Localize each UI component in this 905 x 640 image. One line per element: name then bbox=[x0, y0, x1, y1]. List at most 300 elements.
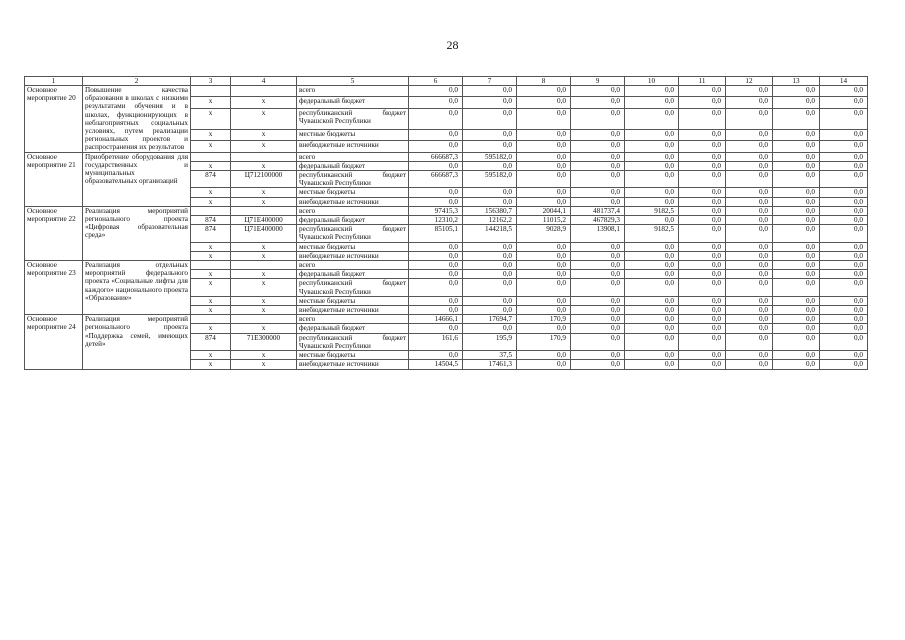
amount-cell: 0,0 bbox=[726, 251, 773, 260]
amount-cell: 0,0 bbox=[625, 97, 679, 108]
amount-cell: 0,0 bbox=[517, 86, 571, 97]
column-number-11: 11 bbox=[679, 77, 726, 86]
amount-cell: 0,0 bbox=[726, 197, 773, 206]
amount-cell: 0,0 bbox=[773, 216, 820, 225]
amount-cell: 0,0 bbox=[773, 279, 820, 296]
budget-classification-code bbox=[231, 206, 297, 215]
amount-cell: 0,0 bbox=[409, 270, 463, 279]
amount-cell: 0,0 bbox=[773, 188, 820, 197]
amount-cell: 0,0 bbox=[571, 242, 625, 251]
amount-cell: 0,0 bbox=[517, 324, 571, 333]
amount-cell: 0,0 bbox=[517, 251, 571, 260]
amount-cell: 0,0 bbox=[571, 188, 625, 197]
amount-cell: 85105,1 bbox=[409, 225, 463, 242]
amount-cell: 0,0 bbox=[679, 324, 726, 333]
measure-label: Основное мероприятие 21 bbox=[25, 152, 83, 206]
amount-cell: 0,0 bbox=[463, 97, 517, 108]
amount-cell: 0,0 bbox=[773, 360, 820, 369]
amount-cell: 0,0 bbox=[625, 108, 679, 129]
amount-cell: 0,0 bbox=[571, 360, 625, 369]
responsible-code: х bbox=[191, 141, 231, 152]
amount-cell: 0,0 bbox=[625, 360, 679, 369]
amount-cell: 0,0 bbox=[679, 206, 726, 215]
budget-classification-code bbox=[231, 315, 297, 324]
amount-cell: 0,0 bbox=[571, 161, 625, 170]
amount-cell: 17694,7 bbox=[463, 315, 517, 324]
amount-cell: 13908,1 bbox=[571, 225, 625, 242]
amount-cell: 0,0 bbox=[625, 141, 679, 152]
amount-cell: 17461,3 bbox=[463, 360, 517, 369]
amount-cell: 0,0 bbox=[726, 171, 773, 188]
budget-classification-code: х bbox=[231, 141, 297, 152]
amount-cell: 0,0 bbox=[517, 129, 571, 140]
amount-cell: 0,0 bbox=[820, 251, 868, 260]
amount-cell: 0,0 bbox=[773, 141, 820, 152]
responsible-code: х bbox=[191, 270, 231, 279]
funding-source: федеральный бюджет bbox=[297, 324, 409, 333]
amount-cell: 0,0 bbox=[625, 197, 679, 206]
amount-cell: 0,0 bbox=[463, 251, 517, 260]
amount-cell: 0,0 bbox=[726, 324, 773, 333]
amount-cell: 0,0 bbox=[571, 296, 625, 305]
amount-cell: 0,0 bbox=[679, 333, 726, 350]
amount-cell: 0,0 bbox=[820, 279, 868, 296]
amount-cell: 0,0 bbox=[726, 108, 773, 129]
amount-cell: 0,0 bbox=[820, 129, 868, 140]
amount-cell: 0,0 bbox=[463, 261, 517, 270]
funding-source: всего bbox=[297, 315, 409, 324]
amount-cell: 0,0 bbox=[625, 351, 679, 360]
amount-cell: 0,0 bbox=[517, 171, 571, 188]
amount-cell: 467829,3 bbox=[571, 216, 625, 225]
measure-title: Реализация отдельных мероприятий федерального проекта «Социальные лифты для каждого» национального проекта «Образование» bbox=[83, 261, 191, 315]
amount-cell: 0,0 bbox=[517, 351, 571, 360]
amount-cell: 0,0 bbox=[571, 306, 625, 315]
amount-cell: 0,0 bbox=[773, 161, 820, 170]
amount-cell: 0,0 bbox=[773, 251, 820, 260]
amount-cell: 0,0 bbox=[517, 279, 571, 296]
amount-cell: 0,0 bbox=[571, 324, 625, 333]
funding-source: федеральный бюджет bbox=[297, 161, 409, 170]
budget-classification-code: х bbox=[231, 242, 297, 251]
measure-label: Основное мероприятие 22 bbox=[25, 206, 83, 260]
column-number-row bbox=[25, 77, 868, 86]
column-number-9: 9 bbox=[571, 77, 625, 86]
amount-cell: 0,0 bbox=[517, 161, 571, 170]
amount-cell: 0,0 bbox=[726, 360, 773, 369]
amount-cell: 0,0 bbox=[773, 351, 820, 360]
funding-source: всего bbox=[297, 152, 409, 161]
amount-cell: 0,0 bbox=[726, 141, 773, 152]
amount-cell: 0,0 bbox=[679, 129, 726, 140]
table-row bbox=[25, 206, 868, 215]
amount-cell: 0,0 bbox=[679, 161, 726, 170]
responsible-code: 874 bbox=[191, 333, 231, 350]
amount-cell: 0,0 bbox=[409, 324, 463, 333]
table-row bbox=[25, 152, 868, 161]
amount-cell: 0,0 bbox=[517, 261, 571, 270]
budget-classification-code: х bbox=[231, 129, 297, 140]
amount-cell: 9182,5 bbox=[625, 206, 679, 215]
amount-cell: 0,0 bbox=[625, 129, 679, 140]
amount-cell: 0,0 bbox=[517, 152, 571, 161]
amount-cell: 0,0 bbox=[625, 270, 679, 279]
responsible-code: х bbox=[191, 197, 231, 206]
amount-cell: 0,0 bbox=[463, 197, 517, 206]
funding-source: федеральный бюджет bbox=[297, 216, 409, 225]
responsible-code bbox=[191, 206, 231, 215]
responsible-code: х bbox=[191, 161, 231, 170]
amount-cell: 0,0 bbox=[625, 188, 679, 197]
amount-cell: 0,0 bbox=[409, 351, 463, 360]
amount-cell: 0,0 bbox=[726, 306, 773, 315]
amount-cell: 0,0 bbox=[726, 296, 773, 305]
budget-classification-code: Ц712100000 bbox=[231, 171, 297, 188]
measure-label: Основное мероприятие 20 bbox=[25, 86, 83, 153]
amount-cell: 0,0 bbox=[820, 171, 868, 188]
amount-cell: 0,0 bbox=[820, 296, 868, 305]
budget-classification-code: х bbox=[231, 161, 297, 170]
column-number-8: 8 bbox=[517, 77, 571, 86]
table-row bbox=[25, 315, 868, 324]
budget-classification-code: х bbox=[231, 188, 297, 197]
funding-source: внебюджетные источники bbox=[297, 141, 409, 152]
amount-cell: 0,0 bbox=[409, 296, 463, 305]
amount-cell: 0,0 bbox=[625, 306, 679, 315]
amount-cell: 595182,0 bbox=[463, 152, 517, 161]
budget-classification-code: х bbox=[231, 279, 297, 296]
amount-cell: 0,0 bbox=[726, 161, 773, 170]
amount-cell: 0,0 bbox=[463, 324, 517, 333]
amount-cell: 0,0 bbox=[773, 315, 820, 324]
funding-source: местные бюджеты bbox=[297, 296, 409, 305]
amount-cell: 11015,2 bbox=[517, 216, 571, 225]
amount-cell: 0,0 bbox=[517, 97, 571, 108]
amount-cell: 0,0 bbox=[517, 108, 571, 129]
amount-cell: 0,0 bbox=[773, 206, 820, 215]
amount-cell: 0,0 bbox=[517, 188, 571, 197]
amount-cell: 0,0 bbox=[679, 152, 726, 161]
amount-cell: 144218,5 bbox=[463, 225, 517, 242]
amount-cell: 0,0 bbox=[773, 306, 820, 315]
amount-cell: 0,0 bbox=[773, 333, 820, 350]
column-number-6: 6 bbox=[409, 77, 463, 86]
amount-cell: 0,0 bbox=[820, 197, 868, 206]
amount-cell: 0,0 bbox=[517, 270, 571, 279]
amount-cell: 0,0 bbox=[625, 324, 679, 333]
budget-classification-code bbox=[231, 261, 297, 270]
funding-source: внебюджетные источники bbox=[297, 197, 409, 206]
amount-cell: 0,0 bbox=[625, 242, 679, 251]
amount-cell: 0,0 bbox=[625, 279, 679, 296]
amount-cell: 0,0 bbox=[571, 86, 625, 97]
amount-cell: 0,0 bbox=[409, 86, 463, 97]
amount-cell: 0,0 bbox=[463, 296, 517, 305]
amount-cell: 0,0 bbox=[820, 141, 868, 152]
amount-cell: 0,0 bbox=[820, 152, 868, 161]
measure-title: Реализация мероприятий регионального проекта «Поддержка семей, имеющих детей» bbox=[83, 315, 191, 369]
amount-cell: 0,0 bbox=[679, 306, 726, 315]
funding-source: республиканский бюджет Чувашской Республики bbox=[297, 171, 409, 188]
amount-cell: 0,0 bbox=[571, 261, 625, 270]
amount-cell: 0,0 bbox=[679, 171, 726, 188]
funding-source: всего bbox=[297, 261, 409, 270]
amount-cell: 0,0 bbox=[571, 251, 625, 260]
measure-label: Основное мероприятие 24 bbox=[25, 315, 83, 369]
amount-cell: 0,0 bbox=[820, 188, 868, 197]
responsible-code bbox=[191, 86, 231, 97]
column-number-2: 2 bbox=[83, 77, 191, 86]
column-number-12: 12 bbox=[726, 77, 773, 86]
amount-cell: 0,0 bbox=[726, 225, 773, 242]
amount-cell: 0,0 bbox=[571, 108, 625, 129]
amount-cell: 161,6 bbox=[409, 333, 463, 350]
amount-cell: 0,0 bbox=[463, 129, 517, 140]
amount-cell: 0,0 bbox=[773, 152, 820, 161]
column-number-5: 5 bbox=[297, 77, 409, 86]
amount-cell: 97415,3 bbox=[409, 206, 463, 215]
amount-cell: 0,0 bbox=[726, 351, 773, 360]
amount-cell: 0,0 bbox=[409, 108, 463, 129]
amount-cell: 0,0 bbox=[679, 251, 726, 260]
funding-source: местные бюджеты bbox=[297, 129, 409, 140]
amount-cell: 0,0 bbox=[409, 97, 463, 108]
amount-cell: 0,0 bbox=[726, 206, 773, 215]
amount-cell: 0,0 bbox=[820, 324, 868, 333]
amount-cell: 0,0 bbox=[571, 351, 625, 360]
column-number-1: 1 bbox=[25, 77, 83, 86]
responsible-code: х bbox=[191, 296, 231, 305]
funding-source: внебюджетные источники bbox=[297, 306, 409, 315]
funding-source: федеральный бюджет bbox=[297, 270, 409, 279]
budget-classification-code: х bbox=[231, 197, 297, 206]
amount-cell: 0,0 bbox=[679, 141, 726, 152]
amount-cell: 0,0 bbox=[625, 161, 679, 170]
amount-cell: 0,0 bbox=[820, 315, 868, 324]
responsible-code bbox=[191, 315, 231, 324]
amount-cell: 0,0 bbox=[820, 86, 868, 97]
funding-source: всего bbox=[297, 206, 409, 215]
amount-cell: 0,0 bbox=[773, 97, 820, 108]
amount-cell: 0,0 bbox=[820, 225, 868, 242]
amount-cell: 195,9 bbox=[463, 333, 517, 350]
amount-cell: 0,0 bbox=[726, 188, 773, 197]
responsible-code: 874 bbox=[191, 225, 231, 242]
funding-source: республиканский бюджет Чувашской Республики bbox=[297, 279, 409, 296]
amount-cell: 0,0 bbox=[820, 206, 868, 215]
amount-cell: 14666,1 bbox=[409, 315, 463, 324]
amount-cell: 0,0 bbox=[517, 141, 571, 152]
page-number: 28 bbox=[446, 38, 459, 52]
amount-cell: 0,0 bbox=[726, 270, 773, 279]
amount-cell: 0,0 bbox=[679, 225, 726, 242]
amount-cell: 0,0 bbox=[571, 279, 625, 296]
budget-classification-code: х bbox=[231, 351, 297, 360]
column-number-4: 4 bbox=[231, 77, 297, 86]
amount-cell: 0,0 bbox=[773, 270, 820, 279]
funding-source: местные бюджеты bbox=[297, 242, 409, 251]
amount-cell: 0,0 bbox=[409, 197, 463, 206]
responsible-code: х bbox=[191, 188, 231, 197]
amount-cell: 0,0 bbox=[571, 97, 625, 108]
amount-cell: 666687,3 bbox=[409, 171, 463, 188]
responsible-code: 874 bbox=[191, 171, 231, 188]
amount-cell: 156380,7 bbox=[463, 206, 517, 215]
amount-cell: 0,0 bbox=[571, 141, 625, 152]
responsible-code bbox=[191, 261, 231, 270]
amount-cell: 9182,5 bbox=[625, 225, 679, 242]
responsible-code: х bbox=[191, 108, 231, 129]
budget-classification-code: х bbox=[231, 296, 297, 305]
amount-cell: 0,0 bbox=[820, 351, 868, 360]
amount-cell: 0,0 bbox=[463, 279, 517, 296]
column-number-7: 7 bbox=[463, 77, 517, 86]
responsible-code: х bbox=[191, 251, 231, 260]
amount-cell: 0,0 bbox=[571, 152, 625, 161]
measure-title: Приобретение оборудования для государственных и муниципальных образовательных организаций bbox=[83, 152, 191, 206]
amount-cell: 0,0 bbox=[726, 129, 773, 140]
amount-cell: 0,0 bbox=[463, 188, 517, 197]
amount-cell: 0,0 bbox=[820, 270, 868, 279]
amount-cell: 0,0 bbox=[820, 97, 868, 108]
amount-cell: 0,0 bbox=[773, 242, 820, 251]
amount-cell: 0,0 bbox=[625, 216, 679, 225]
amount-cell: 0,0 bbox=[773, 108, 820, 129]
amount-cell: 0,0 bbox=[517, 360, 571, 369]
amount-cell: 0,0 bbox=[726, 97, 773, 108]
amount-cell: 0,0 bbox=[773, 197, 820, 206]
responsible-code: х bbox=[191, 97, 231, 108]
amount-cell: 0,0 bbox=[820, 242, 868, 251]
responsible-code: х bbox=[191, 242, 231, 251]
funding-source: внебюджетные источники bbox=[297, 251, 409, 260]
funding-source: всего bbox=[297, 86, 409, 97]
funding-table bbox=[24, 76, 868, 370]
amount-cell: 0,0 bbox=[409, 251, 463, 260]
responsible-code: х bbox=[191, 324, 231, 333]
amount-cell: 0,0 bbox=[571, 129, 625, 140]
amount-cell: 0,0 bbox=[463, 108, 517, 129]
budget-classification-code: х bbox=[231, 324, 297, 333]
amount-cell: 0,0 bbox=[773, 324, 820, 333]
amount-cell: 0,0 bbox=[517, 296, 571, 305]
amount-cell: 0,0 bbox=[726, 279, 773, 296]
responsible-code: 874 bbox=[191, 216, 231, 225]
amount-cell: 9028,9 bbox=[517, 225, 571, 242]
amount-cell: 0,0 bbox=[625, 171, 679, 188]
amount-cell: 0,0 bbox=[726, 261, 773, 270]
measure-title: Реализация мероприятий регионального проекта «Цифровая образовательная среда» bbox=[83, 206, 191, 260]
budget-classification-code: 71Е300000 bbox=[231, 333, 297, 350]
amount-cell: 0,0 bbox=[463, 242, 517, 251]
budget-classification-code: х bbox=[231, 97, 297, 108]
amount-cell: 0,0 bbox=[517, 306, 571, 315]
responsible-code: х bbox=[191, 306, 231, 315]
amount-cell: 0,0 bbox=[463, 306, 517, 315]
budget-classification-code: х bbox=[231, 270, 297, 279]
amount-cell: 0,0 bbox=[726, 152, 773, 161]
amount-cell: 0,0 bbox=[773, 86, 820, 97]
amount-cell: 0,0 bbox=[773, 129, 820, 140]
amount-cell: 0,0 bbox=[679, 108, 726, 129]
amount-cell: 0,0 bbox=[409, 161, 463, 170]
amount-cell: 0,0 bbox=[679, 242, 726, 251]
amount-cell: 0,0 bbox=[517, 197, 571, 206]
amount-cell: 0,0 bbox=[820, 261, 868, 270]
amount-cell: 595182,0 bbox=[463, 171, 517, 188]
amount-cell: 0,0 bbox=[409, 306, 463, 315]
amount-cell: 0,0 bbox=[679, 351, 726, 360]
amount-cell: 0,0 bbox=[625, 261, 679, 270]
responsible-code bbox=[191, 152, 231, 161]
responsible-code: х bbox=[191, 351, 231, 360]
amount-cell: 0,0 bbox=[726, 86, 773, 97]
amount-cell: 12162,2 bbox=[463, 216, 517, 225]
column-number-10: 10 bbox=[625, 77, 679, 86]
amount-cell: 0,0 bbox=[409, 129, 463, 140]
budget-classification-code: х bbox=[231, 251, 297, 260]
amount-cell: 0,0 bbox=[726, 315, 773, 324]
amount-cell: 0,0 bbox=[571, 197, 625, 206]
funding-source: республиканский бюджет Чувашской Республики bbox=[297, 225, 409, 242]
amount-cell: 0,0 bbox=[571, 333, 625, 350]
amount-cell: 0,0 bbox=[463, 86, 517, 97]
amount-cell: 0,0 bbox=[773, 296, 820, 305]
budget-classification-code: х bbox=[231, 108, 297, 129]
amount-cell: 170,9 bbox=[517, 333, 571, 350]
funding-source: федеральный бюджет bbox=[297, 97, 409, 108]
amount-cell: 0,0 bbox=[773, 171, 820, 188]
amount-cell: 0,0 bbox=[820, 161, 868, 170]
amount-cell: 0,0 bbox=[463, 270, 517, 279]
amount-cell: 0,0 bbox=[679, 279, 726, 296]
amount-cell: 0,0 bbox=[820, 360, 868, 369]
amount-cell: 0,0 bbox=[726, 242, 773, 251]
budget-classification-code: х bbox=[231, 360, 297, 369]
amount-cell: 0,0 bbox=[679, 97, 726, 108]
amount-cell: 0,0 bbox=[679, 261, 726, 270]
amount-cell: 0,0 bbox=[820, 108, 868, 129]
measure-title: Повышение качества образования в школах с низкими результатами обучения и в школах, функционирующих в неблагоприятных социальных условиях, путем реализации региональных проектов и распространения их результатов bbox=[83, 86, 191, 153]
funding-source: местные бюджеты bbox=[297, 188, 409, 197]
amount-cell: 0,0 bbox=[517, 242, 571, 251]
column-number-3: 3 bbox=[191, 77, 231, 86]
amount-cell: 0,0 bbox=[409, 261, 463, 270]
funding-source: местные бюджеты bbox=[297, 351, 409, 360]
amount-cell: 0,0 bbox=[463, 161, 517, 170]
budget-classification-code: Ц71Е400000 bbox=[231, 225, 297, 242]
amount-cell: 0,0 bbox=[820, 306, 868, 315]
amount-cell: 170,9 bbox=[517, 315, 571, 324]
amount-cell: 12310,2 bbox=[409, 216, 463, 225]
amount-cell: 666687,3 bbox=[409, 152, 463, 161]
amount-cell: 0,0 bbox=[820, 216, 868, 225]
amount-cell: 0,0 bbox=[679, 188, 726, 197]
amount-cell: 0,0 bbox=[409, 242, 463, 251]
amount-cell: 0,0 bbox=[571, 315, 625, 324]
amount-cell: 0,0 bbox=[625, 296, 679, 305]
budget-classification-code bbox=[231, 86, 297, 97]
responsible-code: х bbox=[191, 129, 231, 140]
amount-cell: 0,0 bbox=[625, 251, 679, 260]
amount-cell: 20044,1 bbox=[517, 206, 571, 215]
amount-cell: 0,0 bbox=[625, 333, 679, 350]
amount-cell: 0,0 bbox=[679, 296, 726, 305]
amount-cell: 0,0 bbox=[679, 315, 726, 324]
funding-source: республиканский бюджет Чувашской Республики bbox=[297, 333, 409, 350]
amount-cell: 0,0 bbox=[409, 279, 463, 296]
amount-cell: 0,0 bbox=[679, 86, 726, 97]
